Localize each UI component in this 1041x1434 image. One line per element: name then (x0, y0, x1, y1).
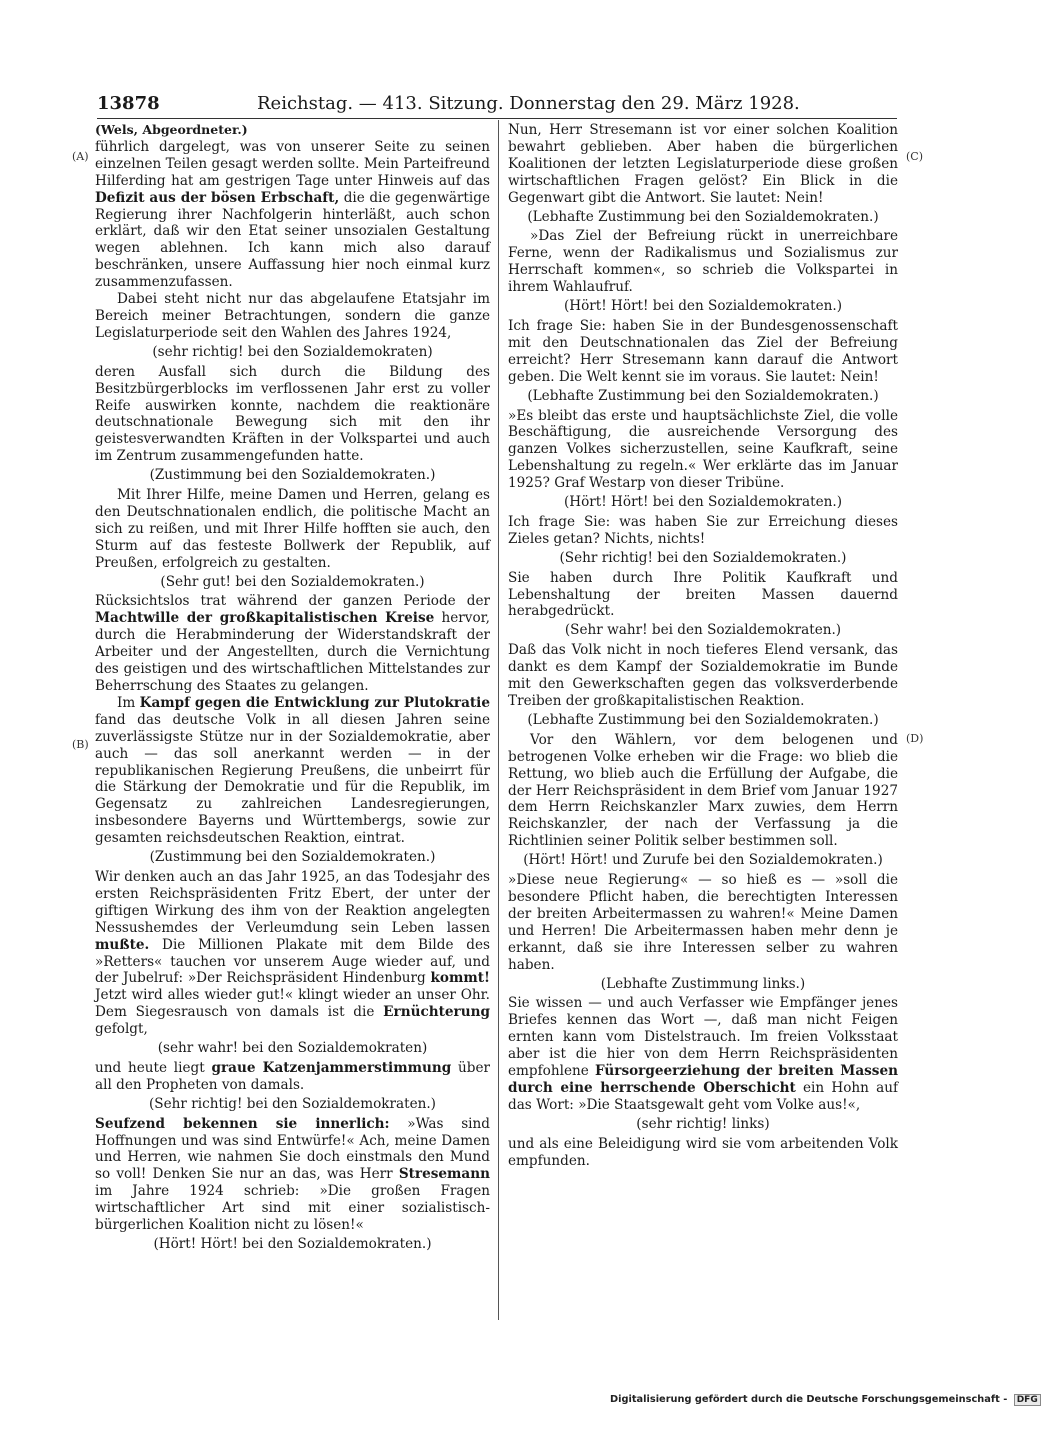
paragraph: führlich dargelegt, was von unserer Seite zu seinen einzelnen Teilen gesagt werden sollte. Mein Parteifreund Hilferding hat am gestrigen Tage unter Hinweis auf das Defizit aus der bösen Erbschaft, die die gegenwärtige Regierung ihrer Nachfolgerin hinterläßt, auch schon erklärt, daß wir den Etat seiner unsozialen Gestaltung wegen ablehnen. Ich kann mich also darauf beschränken, unsere Auffassung hier noch einmal kurz zusammenzufassen. (95, 138, 490, 291)
digitization-footer (610, 1394, 1041, 1406)
interjection: (sehr richtig! links) (636, 1115, 770, 1132)
interjection: (sehr wahr! bei den Sozialdemokraten) (157, 1040, 428, 1057)
margin-mark-d: (D) (906, 732, 924, 745)
paragraph: und als eine Beleidigung wird sie vom arbeitenden Volk empfunden. (508, 1135, 898, 1169)
speaker-label: (Wels, Abgeordneter.) (95, 122, 248, 137)
interjection: (Lebhafte Zustimmung bei den Sozialdemokraten.) (527, 387, 879, 404)
interjection: (Hört! Hört! bei den Sozialdemokraten.) (563, 298, 843, 315)
footer-text: Digitalisierung gefördert durch die Deutsche Forschungsgemeinschaft - (610, 1394, 1008, 1405)
paragraph: »Diese neue Regierung« — so hieß es — »soll die besondere Pflicht haben, die berechtigten Interessen der breiten Arbeitermassen zu wahren!« Meine Damen und Herren! Die Arbeitermassen haben mehr denn je erkannt, daß sie ihre Interessen selber zu wahren haben. (508, 872, 898, 973)
margin-mark-b: (B) (72, 738, 89, 751)
paragraph: deren Ausfall sich durch die Bildung des Besitzbürgerblocks im verflossenen Jahr erst zu voller Reife auswirken konnte, nachdem die reaktionäre deutschnationale Bewegung sich mit den ihr geistesverwandten Kräften in der Volkspartei und auch im Zentrum zusammengefunden hatte. (95, 363, 490, 465)
paragraph: Daß das Volk nicht in noch tieferes Elend versank, das dankt es dem Kampf der Sozialdemokratie im Bunde mit den Gewerkschaften gegen das volksverderbende Treiben der großkapitalistischen Reaktion. (508, 642, 898, 709)
interjection: (Lebhafte Zustimmung links.) (600, 975, 806, 992)
interjection: (Sehr richtig! bei den Sozialdemokraten.) (559, 549, 847, 566)
margin-mark-a: (A) (72, 150, 89, 163)
interjection: (Lebhafte Zustimmung bei den Sozialdemokraten.) (527, 711, 879, 728)
paragraph: Dabei steht nicht nur das abgelaufene Etatsjahr im Bereich meiner Betrachtungen, sondern die ganze Legislaturperiode seit den Wahlen des Jahres 1924, (95, 291, 490, 341)
paragraph: Sie wissen — und auch Verfasser wie Empfänger jenes Briefes kennen das Wort —, daß man nicht Feigen ernten kann vom Distelstrauch. Im freien Volksstaat aber ist die hier von dem Herrn Reichspräsidenten empfohlene Fürsorgeerziehung der breiten Massen durch eine herrschende Oberschicht ein Hohn auf das Wort: »Die Staatsgewalt geht vom Volke aus!«, (508, 995, 898, 1113)
header-rule (97, 118, 897, 119)
column-divider (498, 120, 499, 1320)
paragraph: »Es bleibt das erste und hauptsächlichste Ziel, die volle Beschäftigung, die ausreichende Versorgung des ganzen Volkes sicherzustellen, seine Kaufkraft, seine Lebenshaltung zu regeln.« Wer erklärte das im Januar 1925? Graf Westarp von dieser Tribüne. (508, 407, 898, 492)
interjection: (Sehr wahr! bei den Sozialdemokraten.) (564, 622, 842, 639)
interjection: (Hört! Hört! bei den Sozialdemokraten.) (153, 1236, 432, 1252)
interjection: (Zustimmung bei den Sozialdemokraten.) (149, 467, 436, 484)
paragraph: Vor den Wählern, vor dem belogenen und betrogenen Volke erheben wir die Frage: wo blieb die Rettung, wo blieb auch die Erfüllung der Aufgabe, die der Herr Reichspräsident in dem Brief vom Januar 1927 dem Herrn Reichskanzler Marx zuwies, dem Herrn Reichskanzler, der nach der Verfassung ja die Richtlinien seiner Politik selber bestimmen soll. (508, 731, 898, 850)
interjection: (Hört! Hört! bei den Sozialdemokraten.) (563, 494, 843, 511)
paragraph: Im Kampf gegen die Entwicklung zur Plutokratie fand das deutsche Volk in all diesen Jahren seine zuverlässigste Stütze nur in der Sozialdemokratie, aber auch — das soll anerkannt werden — in der republikanischen Regierung Preußens, die unbeirrt für die Stärkung der Demokratie und für die Republik, im Gegensatz zu zahlreichen Landesregierungen, insbesondere Bayerns und Württembergs, sowie zur gesamten reichsdeutschen Reaktion, eintrat. (95, 694, 490, 847)
running-title: Reichstag. — 413. Sitzung. Donnerstag den 29. März 1928. (257, 93, 800, 114)
paragraph: Ich frage Sie: haben Sie in der Bundesgenossenschaft mit den Deutschnationalen das Ziel der Befreiung erreicht? Herr Stresemann kann darauf die Antwort geben. Die Welt kennt sie im voraus. Sie lautet: Nein! (508, 317, 898, 385)
interjection: (Sehr gut! bei den Sozialdemokraten.) (160, 573, 425, 590)
page-header (97, 92, 800, 116)
paragraph: Nun, Herr Stresemann ist vor einer solchen Koalition bewahrt geblieben. Aber haben die bürgerlichen Koalitionen der letzten Legislaturperiode diese großen wirtschaftlichen Fragen gelöst? Ein Blick in die Gegenwart gibt die Antwort. Sie lautet: Nein! (508, 122, 898, 206)
dfg-logo: DFG (1014, 1394, 1041, 1406)
interjection: (Sehr richtig! bei den Sozialdemokraten.) (149, 1095, 436, 1112)
paragraph: Wir denken auch an das Jahr 1925, an das Todesjahr des ersten Reichspräsidenten Fritz Ebert, der unter der giftigen Wirkung des ihm von der Reaktion angelegten Nessushemdes der Verleumdung sein Leben lassen mußte. Die Millionen Plakate mit dem Bilde des »Retters« tauchen vor unserem Auge wieder auf, und der Jubelruf: »Der Reichspräsident Hindenburg kommt! Jetzt wird alles wieder gut!« klingt wieder an unser Ohr. Dem Siegesrausch von damals ist die Ernüchterung gefolgt, (95, 868, 490, 1038)
paragraph: »Das Ziel der Befreiung rückt in unerreichbare Ferne, wenn der Radikalismus und Sozialismus zur Herrschaft kommen«, so schrieb die Volkspartei in ihrem Wahlaufruf. (508, 228, 898, 296)
interjection: (Zustimmung bei den Sozialdemokraten.) (149, 849, 436, 866)
paragraph: und heute liegt graue Katzenjammerstimmung über all den Propheten von damals. (95, 1059, 491, 1093)
paragraph: Ich frage Sie: was haben Sie zur Erreichung dieses Zieles getan? Nichts, nichts! (508, 513, 898, 547)
paragraph: Seufzend bekennen sie innerlich: »Was sind Hoffnungen und was sind Entwürfe!« Ach, meine Damen und Herren, wie nahmen Sie doch einstmals den Mund so voll! Denken Sie nur an das, was Herr Stresemann im Jahre 1924 schrieb: »Die großen Fragen wirtschaftlicher Art sind mit einer sozialistisch-bürgerlichen Koalition nicht zu lösen!« (95, 1115, 490, 1234)
margin-mark-c: (C) (906, 150, 923, 163)
paragraph: Mit Ihrer Hilfe, meine Damen und Herren, gelang es den Deutschnationalen endlich, die politische Macht an sich zu reißen, und mit Ihrer Hilfe hofften sie auch, den Sturm auf das festeste Bollwerk der Republik, auf Preußen, erfolgreich zu gestalten. (95, 487, 490, 571)
left-column (95, 122, 490, 1256)
interjection: (Hört! Hört! und Zurufe bei den Sozialdemokraten.) (523, 852, 883, 869)
paragraph: Rücksichtslos trat während der ganzen Periode der Machtwille der großkapitalistischen Kreise hervor, durch die Herabminderung der Widerstandskraft der Arbeiter und der Angestellten, durch die Vernichtung des geistigen und des wirtschaftlichen Mittelstandes zur Beherrschung des Staates zu gelangen. (95, 593, 490, 694)
paragraph: Sie haben durch Ihre Politik Kaufkraft und Lebenshaltung der breiten Massen dauernd herabgedrückt. (508, 569, 898, 620)
interjection: (Lebhafte Zustimmung bei den Sozialdemokraten.) (527, 208, 879, 225)
interjection: (sehr richtig! bei den Sozialdemokraten) (152, 343, 433, 360)
page-number: 13878 (97, 93, 160, 114)
right-column (508, 122, 898, 1169)
